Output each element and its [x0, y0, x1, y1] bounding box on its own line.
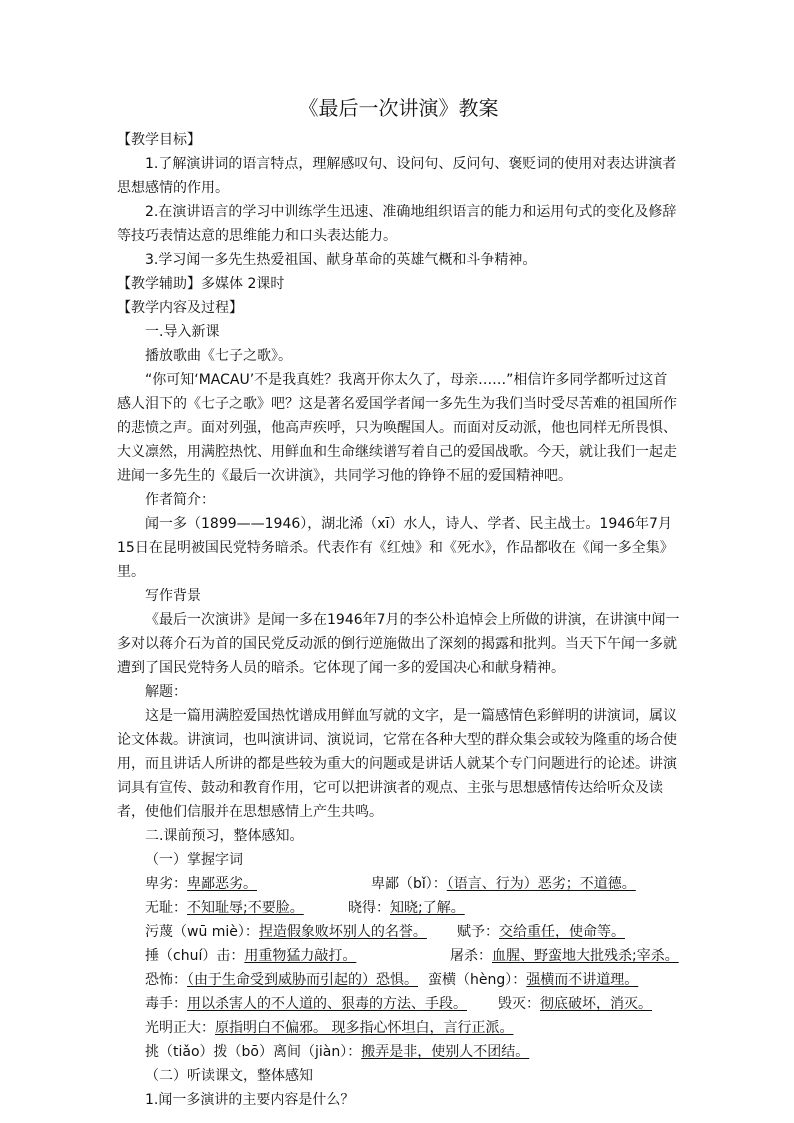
vocab-row: [117, 872, 680, 896]
vocab-definition: 彻底破坏，消灭。: [540, 996, 652, 1012]
vocab-entry: [145, 1016, 513, 1040]
vocab-definition: （语言、行为）恶劣；不道德。: [446, 876, 636, 892]
vocab-definition: 捏造假象败坏别人的名誉。: [258, 924, 427, 940]
vocab-term: 屠杀：: [450, 948, 492, 964]
vocab-entry: [145, 872, 257, 896]
vocab-row: [117, 968, 680, 992]
vocab-row: [117, 920, 680, 944]
vocab-definition: 用以杀害人的不人道的、狠毒的方法、手段。: [187, 996, 467, 1012]
aids-line: 【教学辅助】多媒体 2课时: [117, 276, 285, 292]
vocab-entry: [145, 920, 427, 944]
vocab-row: [117, 944, 680, 968]
process-heading: 【教学内容及过程】: [117, 300, 243, 316]
listen-heading: （二）听读课文，整体感知: [145, 1068, 313, 1084]
vocab-entry: [145, 968, 418, 992]
vocab-term: 蛮横（hèng）：: [428, 972, 527, 988]
vocab-row: [117, 1040, 680, 1064]
vocab-term: 赋予：: [457, 924, 499, 940]
vocab-entry: [450, 944, 679, 968]
vocab-term: 卑劣：: [145, 876, 187, 892]
intro-heading: 一.导入新课: [145, 324, 220, 340]
vocab-entry: [498, 992, 652, 1016]
goal-item: 3.学习闻一多先生热爱祖国、献身革命的英雄气概和斗争精神。: [145, 252, 537, 268]
author-heading: 作者简介：: [145, 492, 215, 508]
vocab-heading: （一）掌握字词: [145, 852, 243, 868]
vocab-definition: 卑鄙恶劣。: [187, 876, 257, 892]
vocab-term: 污蔑（wū miè）：: [145, 924, 259, 940]
vocab-definition: 强横而不讲道理。: [526, 972, 639, 988]
question-item: 1.闻一多演讲的主要内容是什么？: [145, 1092, 355, 1108]
vocab-entry: [457, 920, 625, 944]
vocab-row: [117, 1016, 680, 1040]
intro-paragraph: “你可知‘MACAU’不是我真姓？我离开你太久了，母亲……”相信许多同学都听过这首感人泪下的《七子之歌》吧？这是著名爱国学者闻一多先生为我们当时受尽苦难的祖国所作的悲愤之声。面对列强，他高声疾呼，只为唤醒国人。而面对反动派，他也同样无所畏惧、大义凛然，用满腔热忱、用鲜血和生命继续谱写着自己的爱国战歌。今天，就让我们一起走进闻一多先生的《最后一次讲演》，共同学习他的铮铮不屈的爱国精神吧。: [117, 372, 677, 484]
goal-item: 1.了解演讲词的语言特点，理解感叹句、设问句、反问句、褒贬词的使用对表达讲演者思想感情的作用。: [117, 156, 677, 196]
vocab-term: 卑鄙（bǐ）：: [371, 876, 447, 892]
vocab-entry: [145, 1040, 529, 1064]
vocab-definition: 交给重任，使命等。: [499, 924, 625, 940]
vocab-row: [117, 992, 680, 1016]
vocab-definition: 原指明白不偏邪。 现多指心怀坦白，言行正派。: [215, 1020, 514, 1036]
vocab-entry: [145, 896, 304, 920]
vocab-term: 无耻：: [145, 900, 187, 916]
vocab-term: 光明正大：: [145, 1020, 215, 1036]
author-paragraph: 闻一多（1899——1946），湖北浠（xī）水人，诗人、学者、民主战士。1946年7月15日在昆明被国民党特务暗杀。代表作有《红烛》和《死水》，作品都收在《闻一多全集》里。: [117, 516, 674, 580]
vocab-term: 毒手：: [145, 996, 187, 1012]
vocab-term: 晓得：: [348, 900, 390, 916]
vocab-entry: [145, 944, 356, 968]
goal-item: 2.在演讲语言的学习中训练学生迅速、准确地组织语言的能力和运用句式的变化及修辞等技巧表情达意的思维能力和口头表达能力。: [117, 204, 677, 244]
vocab-row: [117, 896, 680, 920]
vocab-list: [117, 872, 680, 1064]
goals-heading: 【教学目标】: [117, 132, 201, 148]
preview-heading: 二.课前预习，整体感知。: [145, 828, 304, 844]
background-paragraph: 《最后一次演讲》是闻一多在1946年7月的李公朴追悼会上所做的讲演，在讲演中闻一多对以蒋介石为首的国民党反动派的倒行逆施做出了深刻的揭露和批判。当天下午闻一多就遭到了国民党特务人员的暗杀。它体现了闻一多的爱国决心和献身精神。: [117, 612, 680, 676]
vocab-definition: （由于生命受到威胁而引起的）恐惧。: [187, 972, 418, 988]
vocab-definition: 血腥、野蛮地大批残杀;宰杀。: [492, 948, 679, 964]
play-song-line: 播放歌曲《七子之歌》。: [145, 348, 292, 364]
explain-paragraph: 这是一篇用满腔爱国热忱谱成用鲜血写就的文字，是一篇感情色彩鲜明的讲演词，属议论文体裁。讲演词，也叫演讲词、演说词，它常在各种大型的群众集会或较为隆重的场合使用，而且讲话人所讲的都是些较为重大的问题或是讲话人就某个专门问题进行的论述。讲演词具有宣传、鼓动和教育作用，它可以把讲演者的观点、主张与思想感情传达给听众及读者，使他们信服并在思想感情上产生共鸣。: [117, 708, 677, 820]
vocab-definition: 知晓;了解。: [390, 900, 465, 916]
vocab-term: 捶（chuí）击：: [145, 948, 245, 964]
page-title: 《最后一次讲演》教案: [298, 96, 499, 120]
vocab-entry: [428, 968, 638, 992]
vocab-term: 恐怖：: [145, 972, 187, 988]
background-heading: 写作背景: [145, 588, 201, 604]
vocab-definition: 搬弄是非，使别人不团结。: [361, 1044, 530, 1060]
explain-heading: 解题：: [145, 684, 187, 700]
vocab-entry: [145, 992, 467, 1016]
document-body: [117, 94, 680, 1112]
vocab-term: 挑（tiǎo）拨（bō）离间（jiàn）：: [145, 1044, 362, 1060]
vocab-entry: [371, 872, 636, 896]
vocab-term: 毁灭：: [498, 996, 540, 1012]
vocab-entry: [348, 896, 465, 920]
vocab-definition: 不知耻辱;不要脸。: [187, 900, 304, 916]
vocab-definition: 用重物猛力敲打。: [244, 948, 357, 964]
